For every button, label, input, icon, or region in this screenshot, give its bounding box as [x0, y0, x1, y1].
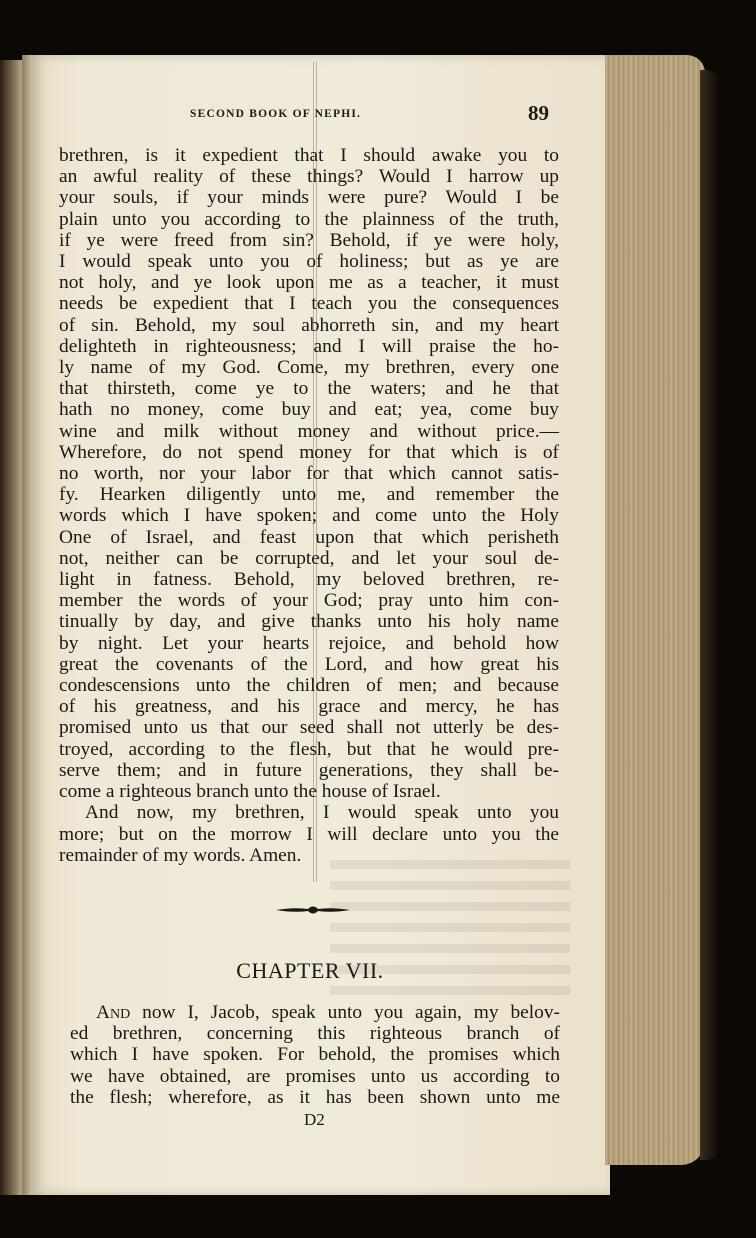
signature-mark: D2 [304, 1110, 325, 1129]
opening-line-rest: now I, Jacob, speak unto you again, my belov- [130, 1002, 560, 1023]
chapter-text [70, 1002, 560, 1108]
text-line: hath no money, come buy and eat; yea, come buy [59, 399, 559, 421]
text-line: wine and milk without money and without price.— [59, 420, 559, 442]
text-line: tinually by day, and give thanks unto his holy name [59, 611, 559, 633]
fore-edge-shadow [700, 70, 720, 1160]
chapter-heading: CHAPTER VII. [236, 958, 384, 983]
text-line: troyed, according to the flesh, but that he would pre- [59, 738, 559, 760]
text-line: light in fatness. Behold, my beloved brethren, re- [59, 569, 559, 591]
text-line: brethren, is it expedient that I should awake you to [59, 145, 559, 166]
text-line: plain unto you according to the plainness of the truth, [59, 208, 559, 230]
running-head: SECOND BOOK OF NEPHI. [190, 108, 362, 120]
text-line [70, 1002, 560, 1023]
text-line: condescensions unto the children of men; and because [59, 675, 559, 697]
text-line: And now, my brethren, I would speak unto you [85, 802, 559, 824]
text-line: if ye were freed from sin? Behold, if ye were holy, [59, 229, 559, 251]
text-line: we have obtained, are promises unto us according to [70, 1065, 560, 1087]
text-line: ly name of my God. Come, my brethren, every one [59, 357, 559, 379]
text-line: Wherefore, do not spend money for that which is of [59, 441, 559, 463]
page-fore-edge [605, 55, 705, 1165]
text-line: of his greatness, and his grace and mercy, he has [59, 696, 559, 718]
text-line: an awful reality of these things? Would I harrow up [59, 166, 559, 188]
page-number: 89 [528, 101, 549, 125]
text-line: I would speak unto you of holiness; but as ye are [59, 251, 559, 273]
text-line: ed brethren, concerning this righteous branch of [70, 1023, 560, 1045]
text-line: not holy, and ye look upon me as a teacher, it must [59, 272, 559, 294]
body-text [59, 145, 559, 866]
ornament-divider-icon [276, 903, 350, 917]
text-line: by night. Let your hearts rejoice, and behold how [59, 632, 559, 654]
text-line: which I have spoken. For behold, the promises which [70, 1044, 560, 1066]
text-line: come a righteous branch unto the house of Israel. [59, 781, 441, 803]
text-line: serve them; and in future generations, they shall be- [59, 759, 559, 781]
text-line: no worth, nor your labor for that which cannot satis- [59, 463, 559, 485]
text-line: that thirsteth, come ye to the waters; and he that [59, 378, 559, 400]
text-line: delighteth in righteousness; and I will praise the ho- [59, 335, 559, 357]
text-line: promised unto us that our seed shall not utterly be des- [59, 717, 559, 739]
text-line: remainder of my words. Amen. [59, 844, 302, 866]
small-caps-opening: And [96, 1002, 131, 1023]
text-line: great the covenants of the Lord, and how great his [59, 653, 559, 675]
text-line: member the words of your God; pray unto him con- [59, 590, 559, 612]
text-line: words which I have spoken; and come unto the Holy [59, 505, 559, 527]
text-line: more; but on the morrow I will declare unto you the [59, 823, 559, 845]
text-line: the flesh; wherefore, as it has been shown unto me [70, 1086, 560, 1108]
text-line: your souls, if your minds were pure? Would I be [59, 187, 559, 209]
text-line: not, neither can be corrupted, and let your soul de- [59, 547, 559, 569]
text-line: of sin. Behold, my soul abhorreth sin, and my heart [59, 314, 559, 336]
text-line: One of Israel, and feast upon that which perisheth [59, 526, 559, 548]
text-line: fy. Hearken diligently unto me, and remember the [59, 484, 559, 506]
text-line: needs be expedient that I teach you the consequences [59, 293, 559, 315]
